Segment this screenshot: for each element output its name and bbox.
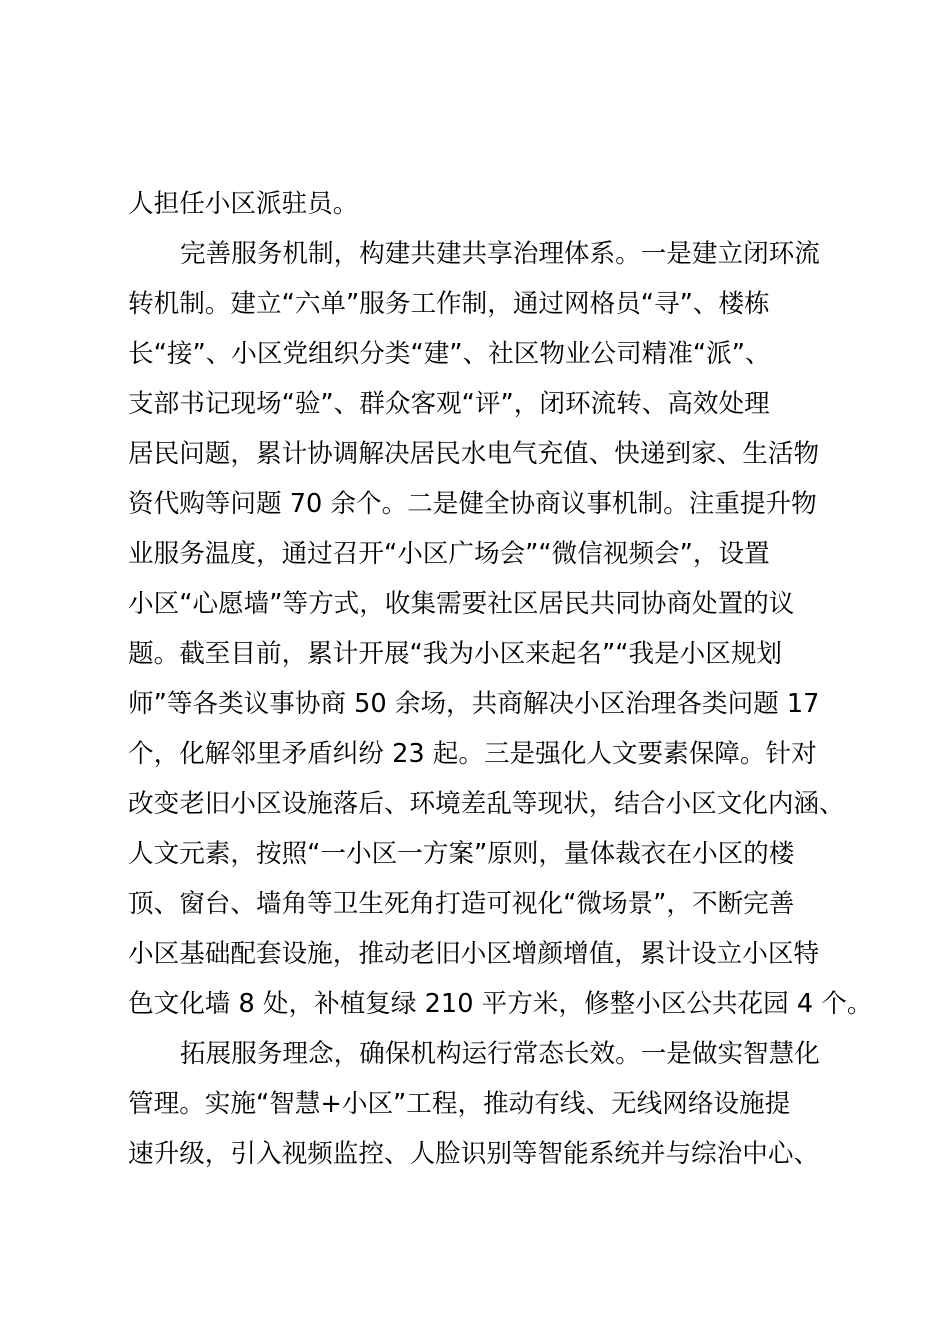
text-line: 小区“心愿墙”等方式，收集需要社区居民共同协商处置的议 [128,589,795,619]
text-line: 人文元素，按照“一小区一方案”原则，量体裁衣在小区的楼 [128,839,795,869]
paragraph-start-line: 完善服务机制，构建共建共享治理体系。一是建立闭环流 [180,239,820,269]
text-line: 顶、窗台、墙角等卫生死角打造可视化“微场景”，不断完善 [128,889,795,919]
text-line: 师”等各类议事协商 50 余场，共商解决小区治理各类问题 17 [128,689,820,719]
text-line: 人担任小区派驻员。 [128,189,359,219]
text-line: 长“接”、小区党组织分类“建”、社区物业公司精准“派”、 [128,339,771,369]
text-line: 题。截至目前，累计开展“我为小区来起名”“我是小区规划 [128,639,783,669]
text-line: 管理。实施“智慧+小区”工程，推动有线、无线网络设施提 [128,1089,791,1119]
text-line: 转机制。建立“六单”服务工作制，通过网格员“寻”、楼栋 [128,289,770,319]
text-line: 居民问题，累计协调解决居民水电气充值、快递到家、生活物 [128,439,820,469]
text-line: 小区基础配套设施，推动老旧小区增颜增值，累计设立小区特 [128,939,820,969]
text-line: 个，化解邻里矛盾纠纷 23 起。三是强化人文要素保障。针对 [128,739,817,769]
text-line: 改变老旧小区设施落后、环境差乱等现状，结合小区文化内涵、 [128,789,845,819]
text-line: 资代购等问题 70 余个。二是健全协商议事机制。注重提升物 [128,489,817,519]
text-line: 速升级，引入视频监控、人脸识别等智能系统并与综治中心、 [128,1139,820,1169]
text-line: 业服务温度，通过召开“小区广场会”“微信视频会”，设置 [128,539,770,569]
paragraph-start-line: 拓展服务理念，确保机构运行常态长效。一是做实智慧化 [180,1039,820,1069]
text-line: 支部书记现场“验”、群众客观“评”，闭环流转、高效处理 [128,389,770,419]
text-line: 色文化墙 8 处，补植复绿 210 平方米，修整小区公共花园 4 个。 [128,989,873,1019]
